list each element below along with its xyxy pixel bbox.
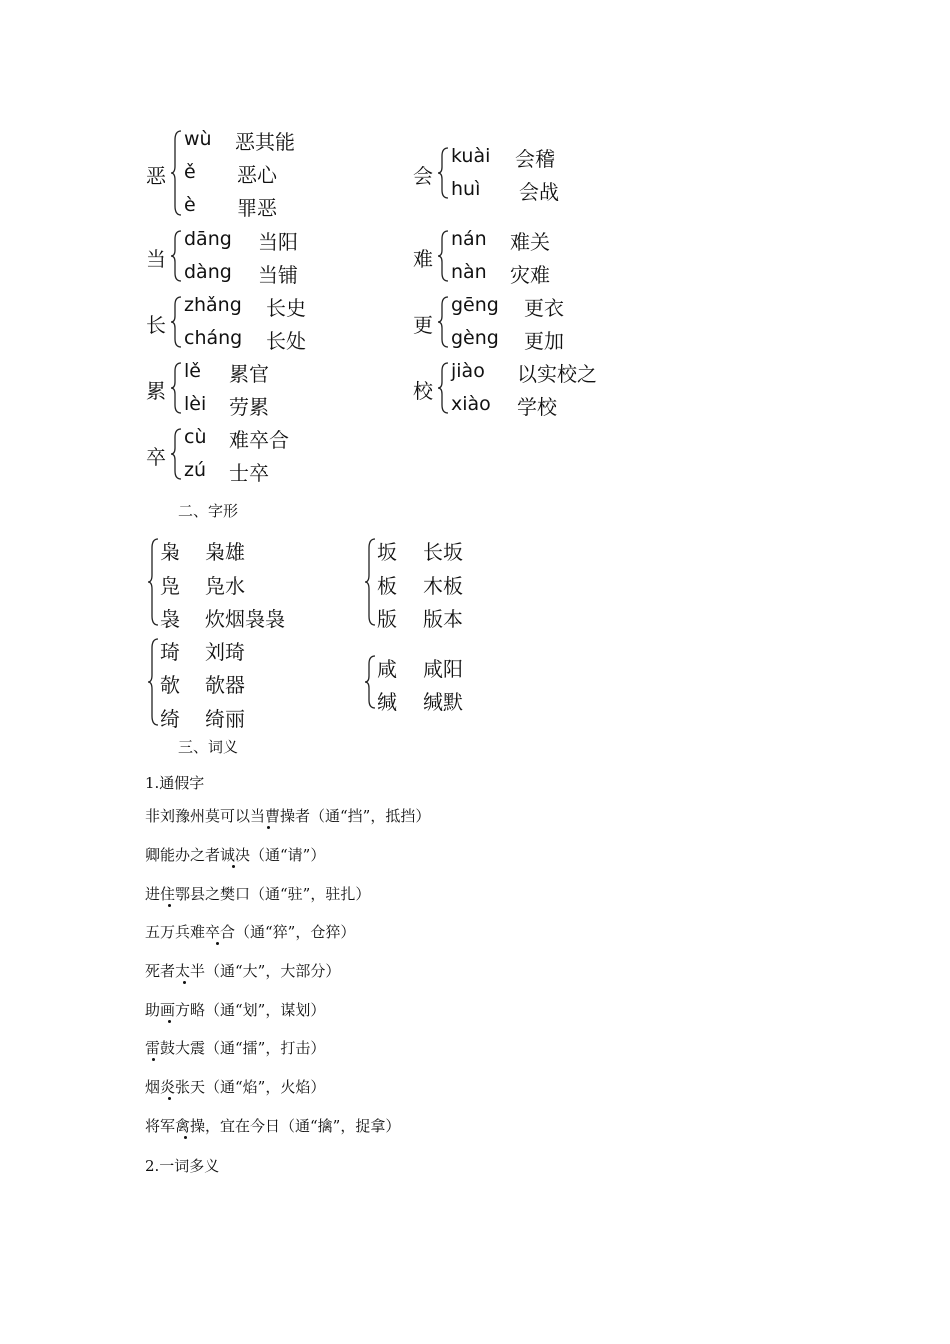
example-word: 长处 [266,329,306,353]
example-word: 难卒合 [229,428,289,452]
glyph-char: 坂 [377,540,397,564]
glyph-char: 袅 [160,607,180,631]
glyph-word: 刘琦 [205,640,245,664]
list-item: 非刘豫州莫可以当曹操者（通“挡”，抵挡） [145,807,431,825]
glyph-char: 板 [377,574,397,598]
brace [364,536,378,628]
glyph-word: 咸阳 [423,657,463,681]
glyph-char: 绮 [160,707,180,731]
pinyin: è [184,194,196,216]
brace [437,145,451,201]
brace [170,294,184,350]
glyph-word: 木板 [423,574,463,598]
glyph-word: 长坂 [423,540,463,564]
glyph-char: 咸 [377,657,397,681]
pinyin: lèi [184,393,207,415]
brace [170,128,184,218]
list-item: 将军禽操，宜在今日（通“擒”，捉拿） [145,1117,401,1135]
example-word: 罪恶 [237,196,277,220]
example-word: 士卒 [229,461,269,485]
pinyin: nàn [451,261,487,283]
example-word: 学校 [517,395,557,419]
example-word: 更衣 [524,296,564,320]
example-word: 会战 [519,180,559,204]
glyph-word: 欹器 [205,673,245,697]
glyph-word: 缄默 [423,690,463,714]
glyph-char: 版 [377,607,397,631]
brace [437,294,451,350]
pinyin: zú [184,459,207,481]
glyph-char: 缄 [377,690,397,714]
list-item: 卿能办之者诚决（通“请”） [145,846,326,864]
brace [147,636,161,728]
pinyin: wù [184,128,212,150]
list-item: 死者太半（通“大”，大部分） [145,962,341,980]
emphasis-dot [168,1020,171,1023]
section-title: 三、词义 [178,738,239,756]
section-title: 二、字形 [178,502,239,520]
pinyin: lě [184,360,201,382]
example-word: 当阳 [258,230,298,254]
pinyin: gēng [451,294,499,316]
emphasis-dot [232,865,235,868]
head-char: 难 [413,247,433,271]
pinyin: xiào [451,393,491,415]
head-char: 更 [413,313,433,337]
glyph-word: 版本 [423,607,463,631]
pinyin: nán [451,228,487,250]
head-char: 卒 [146,445,166,469]
emphasis-dot [267,826,270,829]
list-item: 五万兵难卒合（通“猝”，仓猝） [145,923,356,941]
head-char: 会 [413,164,433,188]
example-word: 更加 [524,329,564,353]
glyph-word: 凫水 [205,574,245,598]
brace [170,360,184,416]
head-char: 长 [146,313,166,337]
glyph-char: 枭 [160,540,180,564]
pinyin: zhǎng [184,294,242,316]
example-word: 长史 [266,296,306,320]
brace [437,360,451,416]
brace [437,228,451,284]
example-word: 累官 [229,362,269,386]
emphasis-dot [183,981,186,984]
emphasis-dot [152,1058,155,1061]
head-char: 累 [146,379,166,403]
emphasis-dot [216,942,219,945]
pinyin: huì [451,178,481,200]
head-char: 校 [413,379,433,403]
example-word: 会稽 [515,147,555,171]
list-item: 雷鼓大震（通“擂”，打击） [145,1039,326,1057]
list-item: 进住鄂县之樊口（通“驻”，驻扎） [145,885,371,903]
glyph-word: 绮丽 [205,707,245,731]
emphasis-dot [168,904,171,907]
example-word: 劳累 [229,395,269,419]
pinyin: cù [184,426,207,448]
list-item: 助画方略（通“划”，谋划） [145,1001,326,1019]
pinyin: cháng [184,327,243,349]
example-word: 恶其能 [235,130,295,154]
subsection-title: 2.一词多义 [145,1157,220,1175]
example-word: 恶心 [237,163,277,187]
brace [364,653,378,711]
pinyin: ě [184,161,196,183]
brace [170,228,184,284]
example-word: 当铺 [258,263,298,287]
pinyin: dàng [184,261,232,283]
brace [147,536,161,628]
pinyin: jiào [451,360,485,382]
emphasis-dot [168,1097,171,1100]
glyph-char: 欹 [160,673,180,697]
pinyin: dāng [184,228,232,250]
glyph-char: 琦 [160,640,180,664]
pinyin: kuài [451,145,491,167]
example-word: 难关 [510,230,550,254]
glyph-word: 枭雄 [205,540,245,564]
example-word: 灾难 [510,263,550,287]
glyph-word: 炊烟袅袅 [205,607,285,631]
emphasis-dot [184,1136,187,1139]
glyph-char: 凫 [160,574,180,598]
subsection-title: 1.通假字 [145,774,205,792]
example-word: 以实校之 [517,362,597,386]
head-char: 恶 [146,164,166,188]
pinyin: gèng [451,327,499,349]
brace [170,426,184,482]
list-item: 烟炎张天（通“焰”，火焰） [145,1078,326,1096]
head-char: 当 [146,247,166,271]
